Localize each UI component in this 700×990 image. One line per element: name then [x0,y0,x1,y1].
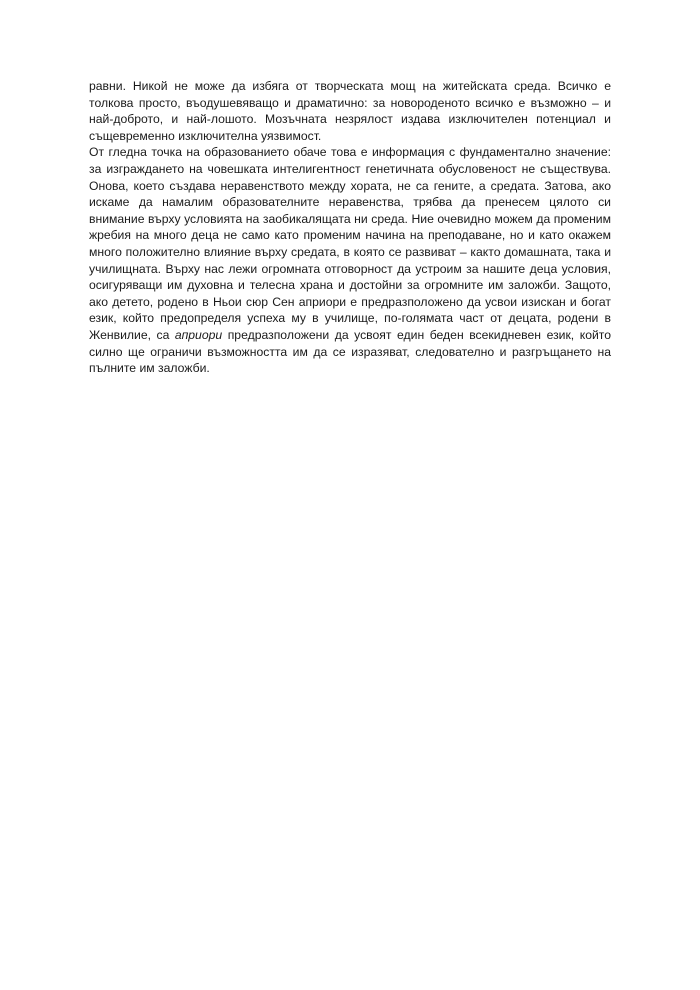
italic-term-apriori: априори [174,327,223,342]
paragraph-1-text: равни. Никой не може да избяга от творческата мощ на житейската среда. Всичко е толкова просто, въодушевяващо и драматично: за новороденото всичко е възможно – и най-доброто, и най-лошото. Мозъчната незрялост издава изключителен потенциал и същевременно изключителна уязвимост. [89,79,611,143]
paragraph-2-text-b: предразположени да усвоят един беден всекидневен език, който силно ще ограничи възможността им да се изразяват, следователно и разгръщането на пълните им заложби. [89,327,611,376]
paragraph-2-text-a: От гледна точка на образованието обаче това е информация с фундаментално значение: за изграждането на човешката интелигентност генетичната обусловеност не съществува. Онова, което създава неравенството между хората, не са гените, а средата. Затова, ако искаме да намалим образователните неравенства, трябва да пренесем цялото си внимание върху условията на заобикалящата ни среда. Ние очевидно можем да променим жребия на много деца не само като променим начина на преподаване, но и като окажем много положително влияние върху средата, в която се развиват – както домашната, така и училищната. Върху нас лежи огромната отговорност да устроим за нашите деца условия, осигуряващи им духовна и телесна храна и достойни за огромните им заложби. Защото, ако детето, родено в Ньои сюр Сен априори е предразположено да усвои изискан и богат език, който предопределя успеха му в училище, по-голямата част от децата, родени в Женвилие, са [89,145,611,342]
paragraph-2 [89,144,611,376]
paragraph-1 [89,78,611,144]
body-text [89,78,611,377]
